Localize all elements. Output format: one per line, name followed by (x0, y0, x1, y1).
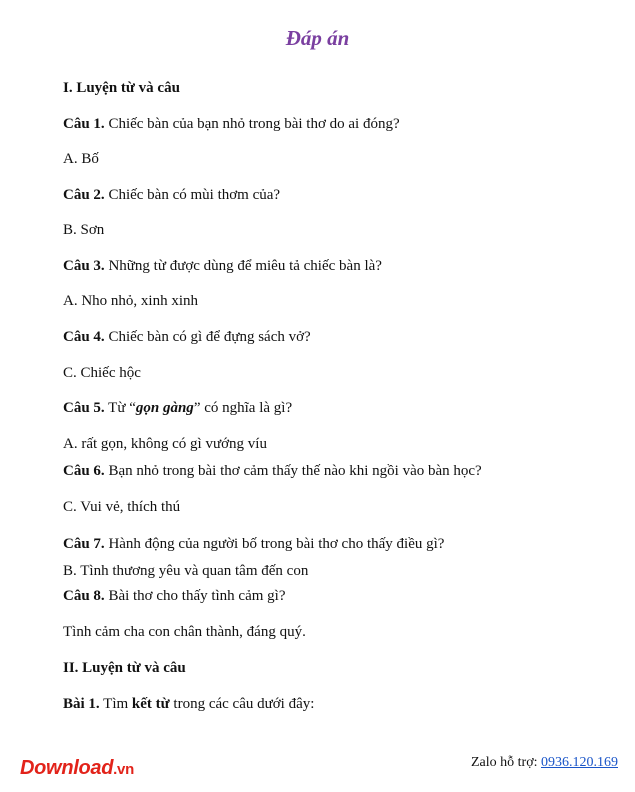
exercise-1 (63, 695, 314, 713)
question-label: Câu 5. (63, 400, 105, 416)
answer-4: C. Chiếc hộc (63, 365, 141, 381)
question-5 (63, 399, 292, 417)
question-7 (63, 535, 444, 553)
question-highlight-word: gọn gàng (135, 400, 194, 416)
answer-6: C. Vui vẻ, thích thú (63, 499, 181, 515)
question-4 (63, 328, 311, 346)
answer-8: Tình cảm cha con chân thành, đáng quý. (63, 624, 306, 640)
question-label: Câu 4. (63, 329, 105, 345)
question-6 (63, 462, 482, 480)
exercise-text-post: trong các câu dưới đây: (169, 696, 315, 712)
question-3 (63, 257, 382, 275)
exercise-keyword: kết từ (131, 696, 170, 712)
download-vn-logo[interactable] (20, 757, 134, 780)
question-text: Chiếc bàn có gì để đựng sách vở? (108, 329, 311, 345)
support-phone-link[interactable]: 0936.120.169 (541, 755, 618, 770)
zalo-support (471, 755, 618, 771)
exercise-text-pre: Tìm (103, 696, 132, 712)
question-text: Bài thơ cho thấy tình cảm gì? (108, 588, 286, 604)
question-label: Câu 8. (63, 588, 105, 604)
answer-2: B. Sơn (63, 222, 105, 238)
question-2 (63, 186, 280, 204)
answer-1: A. Bố (63, 151, 99, 167)
question-1 (63, 115, 400, 133)
question-label: Câu 1. (63, 116, 105, 132)
question-label: Câu 2. (63, 187, 105, 203)
section-heading-2: II. Luyện từ và câu (63, 660, 186, 676)
question-text: Chiếc bàn của bạn nhỏ trong bài thơ do ai đóng? (108, 116, 400, 132)
logo-main: Download (20, 757, 114, 779)
page-title: Đáp án (285, 26, 350, 50)
answer-7: B. Tình thương yêu và quan tâm đến con (63, 563, 309, 579)
exercise-label: Bài 1. (63, 696, 100, 712)
logo-suffix: .vn (113, 761, 134, 778)
answer-5: A. rất gọn, không có gì vướng víu (63, 436, 267, 452)
question-text-post: ” có nghĩa là gì? (193, 400, 293, 416)
question-label: Câu 6. (63, 463, 105, 479)
question-text: Bạn nhỏ trong bài thơ cảm thấy thế nào khi ngồi vào bàn học? (108, 463, 482, 479)
answer-3: A. Nho nhỏ, xinh xinh (63, 293, 198, 309)
question-text: Chiếc bàn có mùi thơm của? (108, 187, 281, 203)
question-8 (63, 587, 286, 605)
question-label: Câu 3. (63, 258, 105, 274)
question-label: Câu 7. (63, 536, 105, 552)
question-text: Hành động của người bố trong bài thơ cho thấy điều gì? (108, 536, 445, 552)
question-text: Những từ được dùng để miêu tả chiếc bàn là? (108, 258, 382, 274)
support-label: Zalo hỗ trợ: (471, 755, 541, 770)
section-heading-1: I. Luyện từ và câu (63, 80, 180, 96)
question-text-pre: Từ “ (108, 400, 136, 416)
